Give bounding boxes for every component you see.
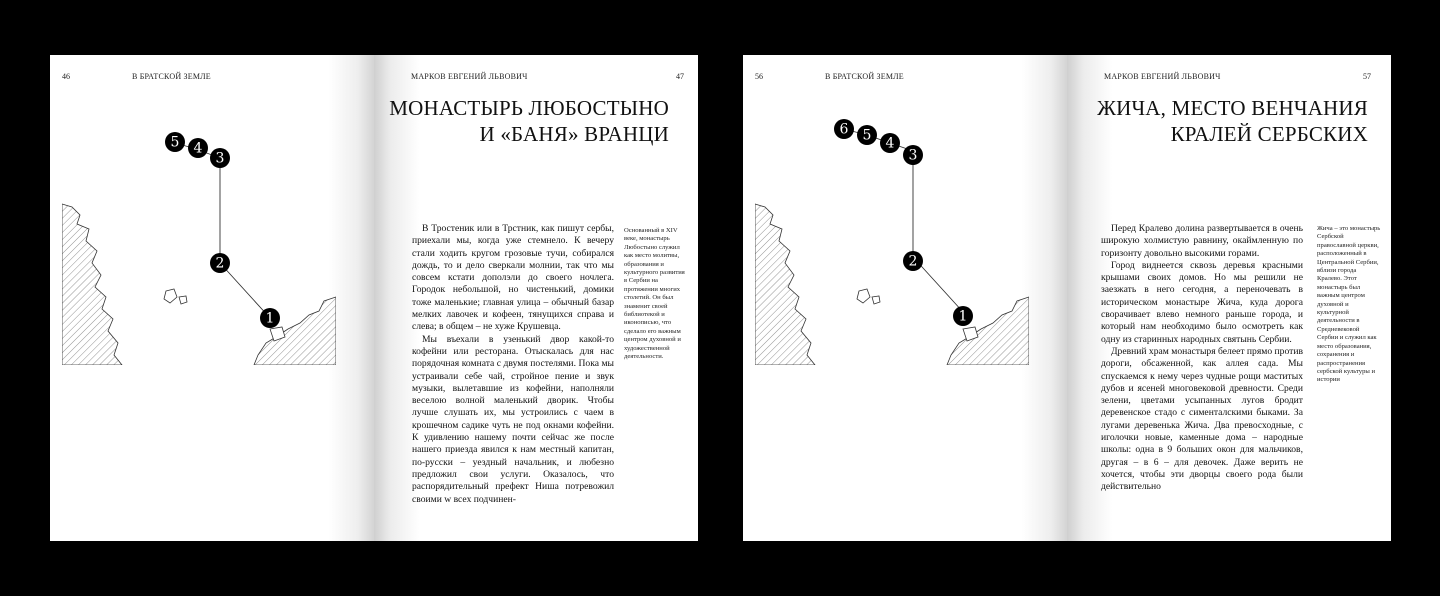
page-46 (50, 55, 374, 541)
paragraph: Древний храм монастыря белеет прямо против дороги, обсаженной, как аллея сада. Мы спускаемся к нему через чудные рощи маститых дубов и ясеней многовековой древности. Среди зелени, цветами усыпанных лугов бродит деревенское стадо с сименталскими быками. За лугами деревенька Жича. Два превосходные, с иголочки новые, каменные дома – народные школы: одна в 9 больших окон для мальчиков, другая – в 6 – для девочек. Даже верить не хочется, чтобы эти дворцы своего рода были действительно (1101, 345, 1303, 493)
route-marker (260, 308, 280, 328)
svg-text:3: 3 (908, 147, 918, 164)
running-head: В БРАТСКОЙ ЗЕМЛЕ (825, 72, 904, 81)
svg-text:1: 1 (265, 310, 275, 327)
book-spread-1 (50, 55, 698, 541)
page-47 (374, 55, 698, 541)
paragraph: Мы въехали в узенький двор какой-то кофейни или ресторана. Отыскалась для нас порядочная комната с двумя постелями. Пока мы устраивали себе чай, стройное пение и звук музыки, вылетавшие из кофейни, наполняли веселою волной маленький дворик. Чтобы лучше слушать их, мы устроились с чаем в крошечном садике чуть не под окнами кофейни. К удивлению нашему почти сейчас же после нашего приезда явился к нам местный капитан, по-русски – уездный начальник, и любезно предложил свои услуги. Оказалось, что распорядительный префект Ниша потревожил своими w всех подчинен- (412, 333, 614, 505)
svg-text:2: 2 (908, 253, 918, 270)
route-marker (834, 119, 854, 139)
svg-text:5: 5 (170, 134, 180, 151)
paragraph: Город виднеется сквозь деревья красными крышами своих домов. Но мы решили не заезжать в него сегодня, а переночевать в историческом монастыре Жича, куда дорога сворачивает влево немного раньше города, и который нам необходимо было осмотреть как одну из старинных народных святынь Сербии. (1101, 259, 1303, 345)
coastline-east (254, 297, 336, 365)
body-text (1101, 223, 1303, 494)
route-line (172, 142, 270, 318)
route-marker (188, 138, 208, 158)
route-marker (880, 133, 900, 153)
svg-text:1: 1 (958, 308, 968, 325)
page-56 (743, 55, 1067, 541)
island (179, 296, 187, 304)
coastline-west (755, 204, 815, 365)
page-number: 46 (62, 72, 70, 81)
running-head: В БРАТСКОЙ ЗЕМЛЕ (132, 72, 211, 81)
route-marker (903, 145, 923, 165)
running-head: МАРКОВ ЕВГЕНИЙ ЛЬВОВИЧ (1104, 72, 1221, 81)
svg-text:6: 6 (839, 121, 849, 138)
page-number: 47 (676, 72, 684, 81)
route-marker (165, 132, 185, 152)
route-marker (857, 125, 877, 145)
page-57 (1067, 55, 1391, 541)
island (872, 296, 880, 304)
svg-text:5: 5 (862, 127, 872, 144)
island (164, 289, 177, 303)
route-map (62, 91, 336, 365)
paragraph: Перед Кралево долина развертывается в очень широкую холмистую равнину, окаймленную по горизонту довольно высокими горами. (1101, 223, 1303, 259)
route-marker (210, 253, 230, 273)
body-text (412, 223, 614, 506)
page-number: 57 (1363, 72, 1371, 81)
coastline-west (62, 204, 122, 365)
sidenote: Основанный в XIV веке, монастырь Любостыно служил как место молитвы, образования и культурного развития в Сербии на протяжении многих столетий. Он был знаменит своей библиотекой и иконописью, что сделало его важным центром духовной и художественной деятельности. (624, 227, 685, 361)
svg-text:3: 3 (215, 150, 225, 167)
route-marker (210, 148, 230, 168)
chapter-title (1078, 95, 1368, 147)
chapter-title (379, 95, 669, 147)
chapter-title-line: ЖИЧА, МЕСТО ВЕНЧАНИЯ (1097, 96, 1368, 120)
svg-text:4: 4 (193, 140, 203, 157)
paragraph: В Тростеник или в Трстник, как пишут сербы, приехали мы, когда уже стемнело. К вечеру стали ходить кругом грозовые тучи, собирался дождь, то и дело сверкали молнии, так что мы совсем кстати дополэли до своего ночлега. Городок небольшой, но чистенький, домики тоже маленькие; главная улица – обычный базар мелких лавочек и кофеен, тянущихся справа и слева; в общем – не хуже Крушевца. (412, 223, 614, 333)
route-marker (953, 306, 973, 326)
page-number: 56 (755, 72, 763, 81)
route-marker (903, 251, 923, 271)
sidenote: Жича – это монастырь Сербской православной церкви, расположенный в Центральной Сербии, вблизи города Кралево. Этот монастырь был важным центром духовной и культурной деятельности в Средневековой Сербии и служил как место образования, сохранения и распространения сербской культуры и истории (1317, 225, 1381, 384)
book-spread-2 (743, 55, 1391, 541)
chapter-title-line: КРАЛЕЙ СЕРБСКИХ (1170, 122, 1368, 146)
chapter-title-line: МОНАСТЫРЬ ЛЮБОСТЫНО (389, 96, 669, 120)
route-map (755, 91, 1029, 365)
svg-text:2: 2 (215, 255, 225, 272)
svg-text:4: 4 (885, 135, 895, 152)
chapter-title-line: И «БАНЯ» ВРАНЦИ (479, 122, 669, 146)
island (857, 289, 870, 303)
running-head: МАРКОВ ЕВГЕНИЙ ЛЬВОВИЧ (411, 72, 528, 81)
